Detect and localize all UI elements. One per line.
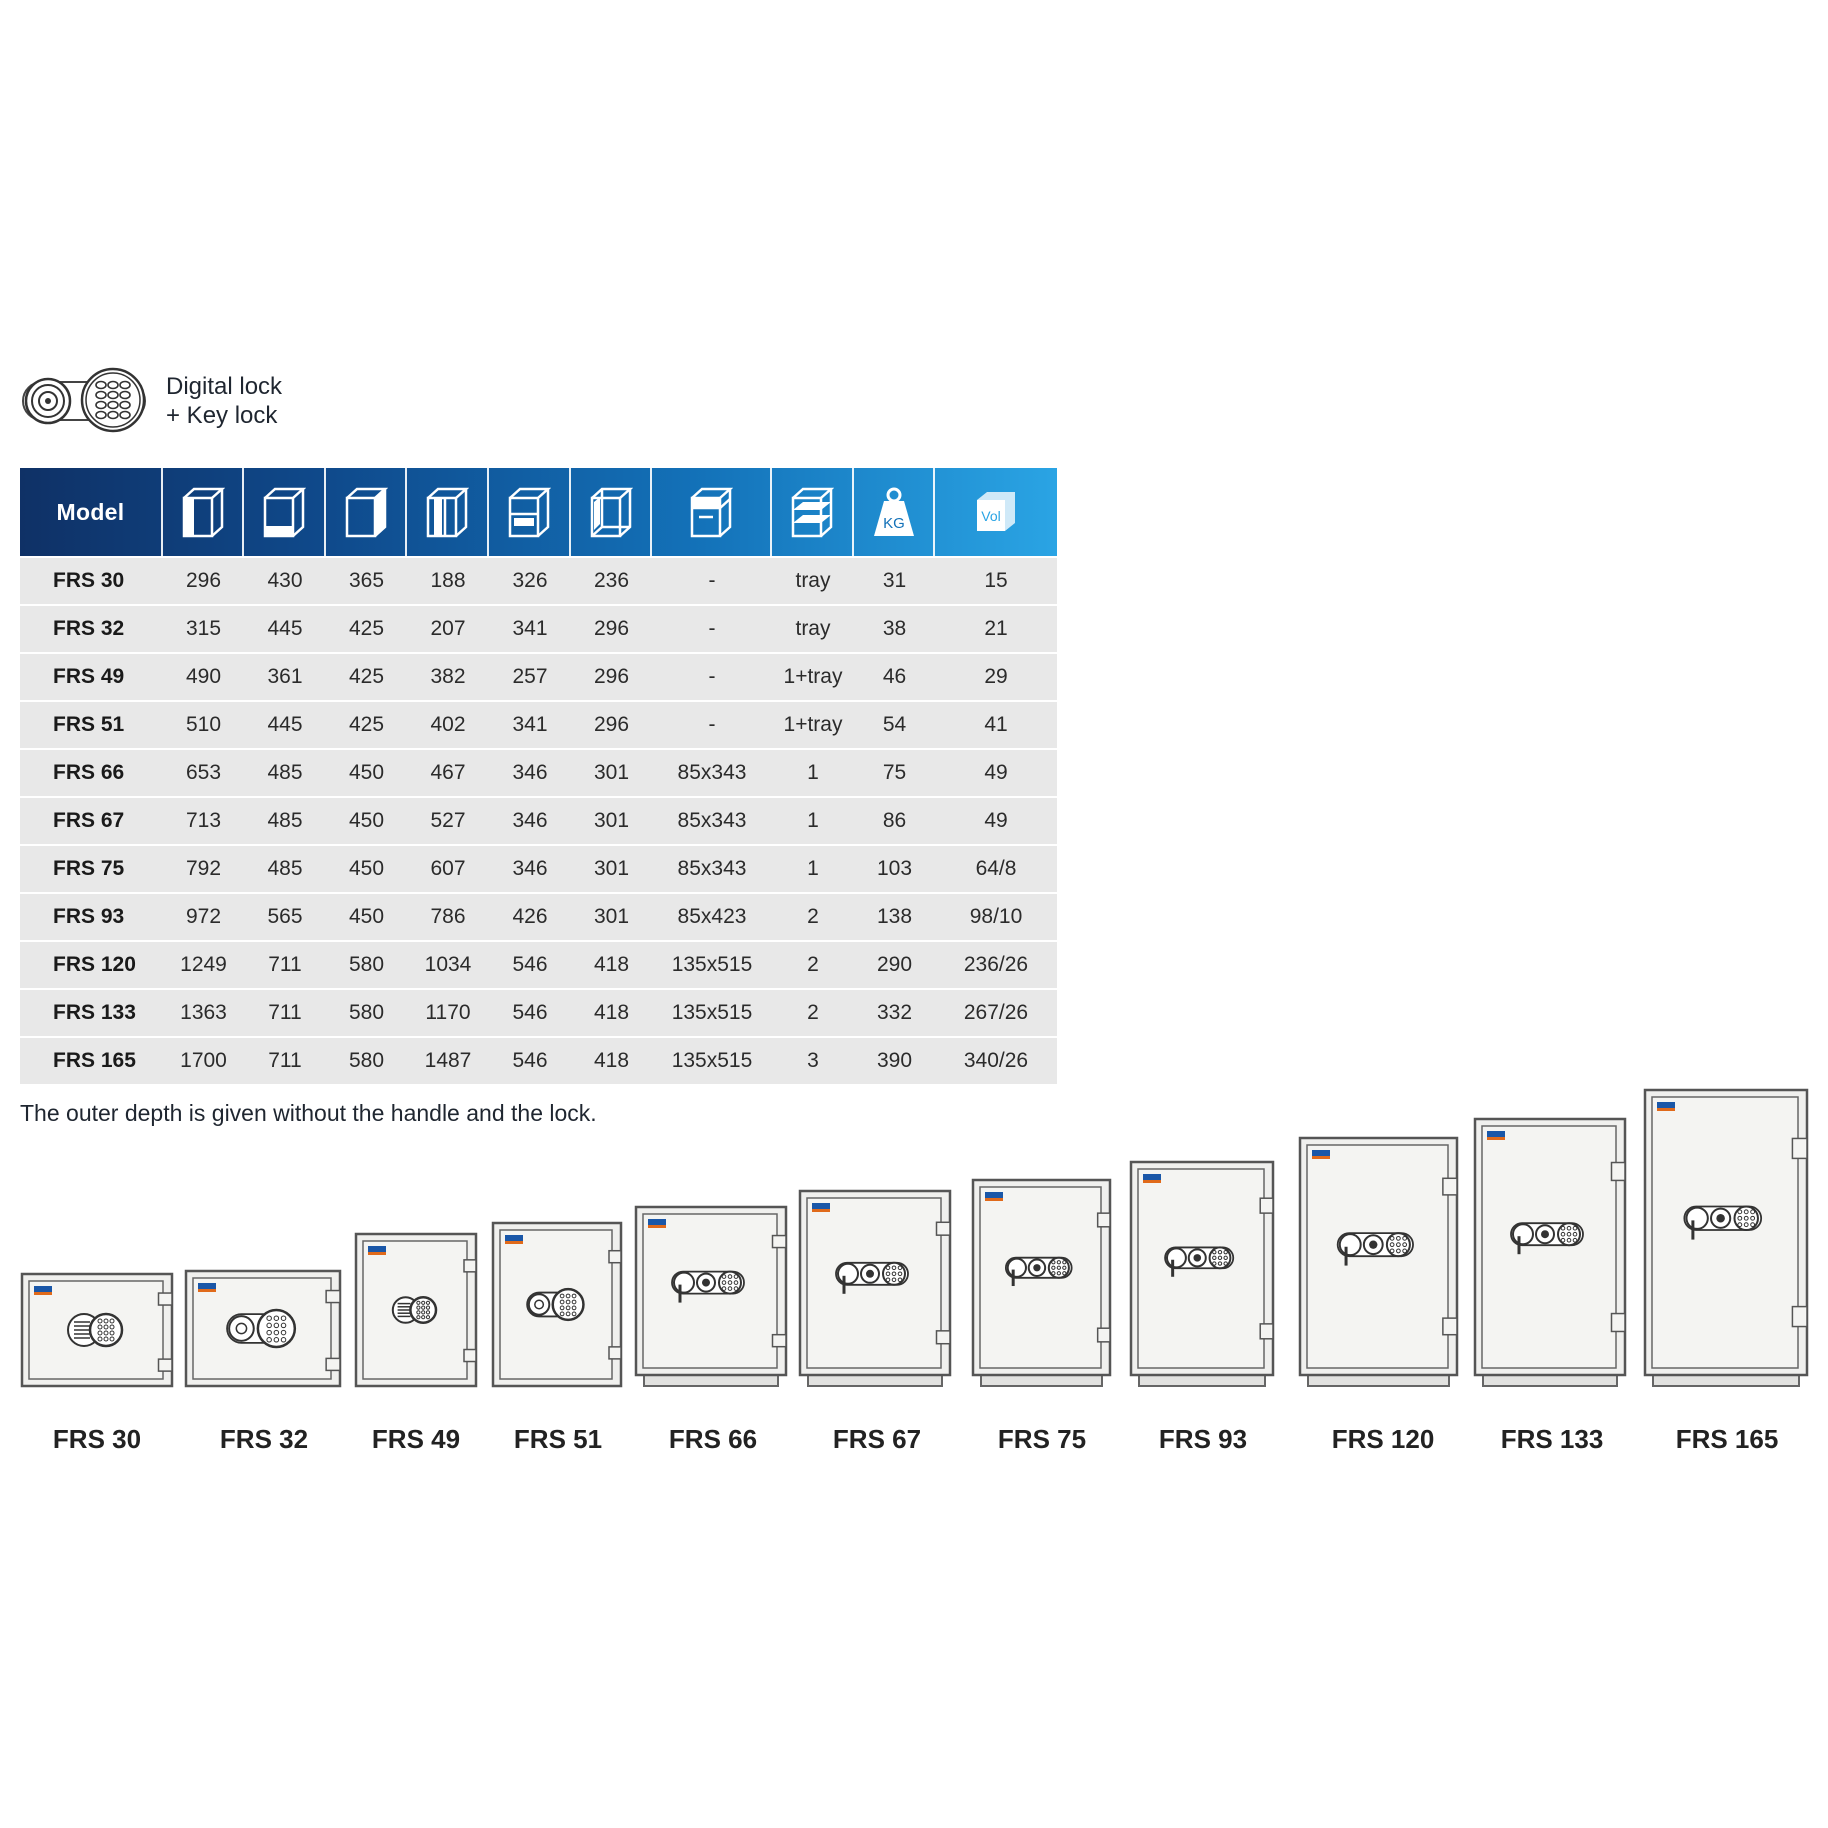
inner-depth-icon [589,486,633,538]
table-cell: 418 [593,953,630,976]
table-cell: 296 [185,569,222,592]
safe-lock-icon [227,1310,295,1347]
header-outer-height [163,468,244,556]
volume-icon [974,490,1018,534]
table-cell: 418 [593,1049,630,1072]
row-model-name: FRS 67 [53,809,125,832]
table-cell: 1034 [424,953,472,976]
safe-lock-icon [68,1314,122,1346]
table-cell: 21 [984,617,1008,640]
row-model-name: FRS 120 [53,953,136,976]
safe-label: FRS 30 [52,1424,142,1454]
table-cell: - [708,569,716,592]
table-cell: 711 [268,1049,302,1072]
table-cell: 972 [185,905,222,928]
table-cell: 546 [512,1001,548,1024]
table-cell: 257 [512,665,548,688]
table-row [20,892,1057,940]
table-cell: 15 [984,569,1008,592]
table-cell: 711 [268,953,302,976]
table-cell: 135x515 [671,1001,753,1024]
table-cell: 418 [593,1001,630,1024]
table-header [20,468,1057,556]
table-cell: 565 [267,905,303,928]
table-cell: 450 [348,857,385,880]
safe-label: FRS 49 [371,1424,461,1454]
drawer-size-icon [689,486,733,538]
table-cell: 546 [512,1049,548,1072]
header-outer-depth [326,468,407,556]
row-model-name: FRS 32 [53,617,125,640]
table-cell: 135x515 [671,1049,753,1072]
safe-label: FRS 133 [1500,1424,1604,1454]
table-cell: 29 [984,665,1008,688]
table-cell: 390 [876,1049,913,1072]
table-cell: 296 [593,713,630,736]
digital-and-key-lock-icon [22,366,146,434]
safe-label: FRS 67 [832,1424,922,1454]
table-cell: 450 [348,761,385,784]
table-cell: 3 [807,1049,819,1072]
table-row [20,1036,1057,1084]
safes-illustration [0,1085,1828,1465]
table-row [20,556,1057,604]
safe-label: FRS 51 [513,1424,603,1454]
safe-label: FRS 93 [1158,1424,1248,1454]
table-cell: 546 [512,953,548,976]
table-cell: 85x343 [677,809,747,832]
safe-label: FRS 165 [1675,1424,1779,1454]
table-cell: 445 [267,617,303,640]
table-cell: 527 [430,809,466,832]
table-cell: 1170 [425,1001,471,1024]
table-cell: 236 [593,569,630,592]
table-cell: 341 [512,713,548,736]
table-row [20,988,1057,1036]
safe-lock-icon [393,1297,436,1323]
header-inner-depth [571,468,652,556]
table-cell: 2 [807,953,819,976]
table-cell: 341 [512,617,548,640]
row-model-name: FRS 165 [53,1049,136,1072]
table-row [20,700,1057,748]
safe-drawing [1645,1090,1807,1386]
table-cell: 301 [593,761,630,784]
table-cell: 425 [348,617,385,640]
table-cell: 402 [430,713,466,736]
row-model-name: FRS 75 [53,857,125,880]
safe-drawing [22,1274,172,1386]
table-row [20,748,1057,796]
safe-drawing [636,1207,786,1386]
table-cell: 425 [348,665,385,688]
table-cell: 2 [807,905,819,928]
safe-lock-icon [527,1289,583,1320]
table-cell: 54 [882,713,907,736]
safe-label: FRS 75 [997,1424,1087,1454]
row-model-name: FRS 51 [53,713,125,736]
table-row [20,604,1057,652]
table-cell: 135x515 [671,953,753,976]
table-cell: 31 [882,569,907,592]
row-model-name: FRS 133 [53,1001,136,1024]
header-inner-height [407,468,489,556]
table-cell: 188 [430,569,466,592]
table-cell: 236/26 [963,953,1029,976]
table-cell: 365 [348,569,385,592]
table-cell: 580 [348,1001,385,1024]
table-row [20,940,1057,988]
outer-width-icon [262,486,306,538]
table-cell: 85x343 [677,761,747,784]
table-cell: 85x423 [677,905,747,928]
table-cell: 85x343 [677,857,747,880]
table-cell: 490 [185,665,222,688]
table-cell: 1 [807,761,819,784]
table-cell: 346 [512,857,548,880]
table-cell: 346 [512,809,548,832]
table-cell: 326 [512,569,548,592]
table-body [20,556,1057,1084]
table-row [20,652,1057,700]
footnote: The outer depth is given without the handle and the lock. [20,1100,597,1126]
table-cell: 382 [430,665,466,688]
table-cell: 1249 [180,953,227,976]
row-model-name: FRS 30 [53,569,125,592]
table-cell: 301 [593,809,630,832]
table-cell: 485 [267,857,303,880]
table-cell: 580 [348,953,385,976]
table-cell: 49 [984,761,1008,784]
table-cell: 98/10 [969,905,1023,928]
safe-drawing [973,1180,1110,1386]
safe-label: FRS 66 [668,1424,758,1454]
safe-drawing [1475,1119,1625,1386]
table-cell: 792 [185,857,222,880]
table-cell: 103 [876,857,913,880]
table-cell: 315 [185,617,222,640]
table-cell: 580 [348,1049,385,1072]
table-cell: 450 [348,809,385,832]
lock-legend [22,366,422,434]
table-cell: 290 [876,953,913,976]
legend-line-digital: Digital lock [166,373,283,400]
row-model-name: FRS 66 [53,761,125,784]
safe-drawing [1300,1138,1457,1386]
header-model-label: Model [56,498,125,525]
table-cell: 430 [267,569,303,592]
table-cell: 485 [267,809,303,832]
table-cell: 38 [882,617,907,640]
table-cell: 301 [593,905,630,928]
table-cell: 296 [593,665,630,688]
header-outer-width [244,468,326,556]
table-cell: 713 [185,809,222,832]
table-cell: 49 [984,809,1008,832]
table-cell: 46 [882,665,907,688]
safe-drawing [356,1234,476,1386]
safe-drawing [186,1271,340,1386]
inner-width-icon [507,486,551,538]
row-model-name: FRS 49 [53,665,125,688]
header-shelves [772,468,854,556]
table-cell: 75 [882,761,907,784]
table-cell: 711 [268,1001,302,1024]
weight-kg-icon [872,486,916,538]
table-cell: 296 [593,617,630,640]
table-cell: 1487 [424,1049,472,1072]
table-cell: 1+tray [783,665,843,688]
weight-icon-text: KG [882,515,905,532]
table-cell: - [708,617,716,640]
shelves-icon [790,486,834,538]
table-cell: 1363 [180,1001,227,1024]
outer-depth-icon [344,486,388,538]
table-cell: 467 [430,761,466,784]
safe-drawing [800,1191,950,1386]
table-cell: 86 [882,809,907,832]
table-cell: 653 [185,761,222,784]
safe-drawing [493,1223,621,1386]
table-cell: 346 [512,761,548,784]
legend-text [166,372,282,430]
table-cell: 510 [185,713,222,736]
spec-table [20,468,1057,1084]
table-cell: 426 [512,905,548,928]
table-row [20,796,1057,844]
inner-height-icon [425,486,469,538]
table-cell: 485 [267,761,303,784]
table-cell: 340/26 [963,1049,1029,1072]
table-row [20,844,1057,892]
table-cell: 267/26 [963,1001,1029,1024]
volume-icon-text: Vol [981,508,1001,524]
header-model [20,468,163,556]
table-cell: 1 [807,857,819,880]
table-cell: 1 [807,809,819,832]
outer-height-icon [181,486,225,538]
table-cell: 2 [807,1001,819,1024]
table-cell: 450 [348,905,385,928]
header-weight [854,468,935,556]
table-cell: 425 [348,713,385,736]
header-drawer [652,468,772,556]
table-cell: tray [795,569,831,592]
table-cell: 332 [876,1001,913,1024]
table-cell: 1+tray [783,713,843,736]
legend-line-key: + Key lock [166,402,278,429]
table-cell: 1700 [180,1049,227,1072]
table-cell: 207 [430,617,466,640]
row-model-name: FRS 93 [53,905,125,928]
table-cell: 786 [430,905,466,928]
table-cell: 445 [267,713,303,736]
table-cell: 361 [267,665,303,688]
table-cell: tray [795,617,831,640]
table-cell: 138 [876,905,913,928]
table-cell: 301 [593,857,630,880]
table-cell: 607 [430,857,466,880]
safe-label: FRS 32 [219,1424,309,1454]
safe-label: FRS 120 [1331,1424,1435,1454]
safe-drawing [1131,1162,1273,1386]
table-cell: 41 [984,713,1008,736]
table-cell: - [708,665,716,688]
header-inner-width [489,468,571,556]
header-volume [935,468,1057,556]
table-cell: - [708,713,716,736]
table-cell: 64/8 [975,857,1017,880]
